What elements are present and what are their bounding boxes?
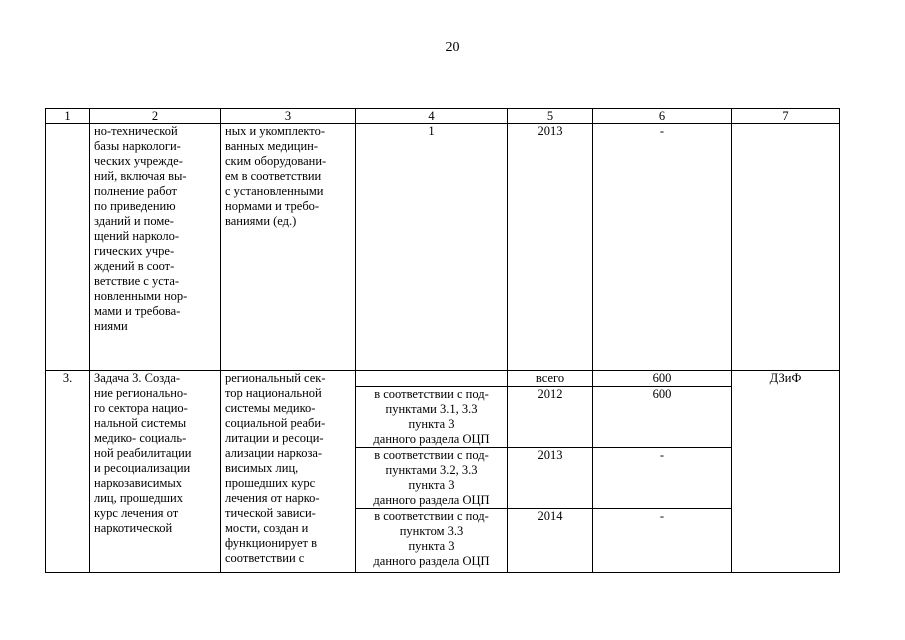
text-line: с установленными	[225, 184, 324, 198]
column-header: 3	[221, 109, 356, 124]
indicator-text-lines	[225, 371, 351, 566]
cell-number: 3.	[46, 371, 90, 573]
text-line: полнение работ	[94, 184, 178, 198]
cell-basis	[356, 387, 508, 448]
cell-amount: 600	[593, 387, 732, 448]
column-header: 1	[46, 109, 90, 124]
text-line: базы наркологи-	[94, 139, 181, 153]
text-line: зданий и поме-	[94, 214, 174, 228]
task-text-lines	[94, 371, 216, 536]
cell-year: 2013	[508, 124, 593, 371]
text-line: мами и требова-	[94, 304, 181, 318]
text-line: ализации наркоза-	[225, 446, 323, 460]
task-text-lines	[94, 124, 216, 334]
text-line: медико- социаль-	[94, 431, 187, 445]
text-line: данного раздела ОЦП	[373, 493, 490, 507]
program-table	[45, 108, 840, 573]
text-line: ским оборудовани-	[225, 154, 327, 168]
cell-amount: -	[593, 124, 732, 371]
text-line: прошедших курс	[225, 476, 316, 490]
cell-basis	[356, 448, 508, 509]
cell-year: 2012	[508, 387, 593, 448]
cell-total-amount: 600	[593, 371, 732, 387]
text-line: тической зависи-	[225, 506, 316, 520]
basis-text-lines	[360, 448, 503, 508]
text-line: ем в соответствии	[225, 169, 322, 183]
text-line: пункта 3	[408, 478, 455, 492]
cell-task-text	[90, 124, 221, 371]
text-line: наркотической	[94, 521, 173, 535]
text-line: пункта 3	[408, 539, 455, 553]
text-line: в соответствии с под-	[374, 509, 489, 523]
cell-basis	[356, 509, 508, 573]
text-line: Задача 3. Созда-	[94, 371, 181, 385]
text-line: социальной реаби-	[225, 416, 326, 430]
text-line: ческих учрежде-	[94, 154, 183, 168]
text-line: новленными нор-	[94, 289, 188, 303]
text-line: функционирует в	[225, 536, 318, 550]
header-row	[46, 109, 840, 124]
cell-executor: ДЗиФ	[732, 371, 840, 573]
text-line: гических учре-	[94, 244, 175, 258]
cell-indicator-text	[221, 371, 356, 573]
cell-executor	[732, 124, 840, 371]
cell-amount: -	[593, 448, 732, 509]
text-line: литации и ресоци-	[225, 431, 324, 445]
text-line: системы медико-	[225, 401, 316, 415]
text-line: в соответствии с под-	[374, 448, 489, 462]
text-line: ждений в соот-	[94, 259, 175, 273]
cell-indicator-text	[221, 124, 356, 371]
text-line: го сектора нацио-	[94, 401, 188, 415]
column-header: 6	[593, 109, 732, 124]
text-line: пунктами 3.2, 3.3	[385, 463, 478, 477]
text-line: пунктами 3.1, 3.3	[385, 402, 478, 416]
cell-value: 1	[356, 124, 508, 371]
text-line: но-технической	[94, 124, 178, 138]
cell-task-text	[90, 371, 221, 573]
cell-total-label: всего	[508, 371, 593, 387]
table-row-continuation	[46, 124, 840, 371]
text-line: и ресоциализации	[94, 461, 191, 475]
cell-number	[46, 124, 90, 371]
text-line: данного раздела ОЦП	[373, 432, 490, 446]
indicator-text-lines	[225, 124, 351, 229]
text-line: по приведению	[94, 199, 176, 213]
column-header: 5	[508, 109, 593, 124]
text-line: лечения от нарко-	[225, 491, 320, 505]
page-number: 20	[445, 40, 460, 55]
text-line: ной реабилитации	[94, 446, 192, 460]
text-line: наркозависимых	[94, 476, 183, 490]
text-line: в соответствии с под-	[374, 387, 489, 401]
text-line: данного раздела ОЦП	[373, 554, 490, 568]
cell-amount: -	[593, 509, 732, 573]
text-line: региональный сек-	[225, 371, 326, 385]
cell-year: 2014	[508, 509, 593, 573]
text-line: ний, включая вы-	[94, 169, 187, 183]
basis-text-lines	[360, 509, 503, 569]
text-line: лиц, прошедших	[94, 491, 183, 505]
text-line: висимых лиц,	[225, 461, 299, 475]
text-line: нормами и требо-	[225, 199, 320, 213]
text-line: курс лечения от	[94, 506, 179, 520]
basis-text-lines	[360, 387, 503, 447]
text-line: пунктом 3.3	[399, 524, 464, 538]
column-header: 2	[90, 109, 221, 124]
text-line: ваниями (ед.)	[225, 214, 297, 228]
column-header: 4	[356, 109, 508, 124]
column-header: 7	[732, 109, 840, 124]
text-line: ных и укомплекто-	[225, 124, 325, 138]
text-line: ние регионально-	[94, 386, 188, 400]
text-line: мости, создан и	[225, 521, 309, 535]
text-line: ветствие с уста-	[94, 274, 180, 288]
text-line: соответствии с	[225, 551, 305, 565]
text-line: щений нарколо-	[94, 229, 180, 243]
text-line: пункта 3	[408, 417, 455, 431]
table-row-task3-total	[46, 371, 840, 387]
cell-blank	[356, 371, 508, 387]
text-line: тор национальной	[225, 386, 322, 400]
text-line: ванных медицин-	[225, 139, 319, 153]
cell-year: 2013	[508, 448, 593, 509]
text-line: ниями	[94, 319, 128, 333]
text-line: нальной системы	[94, 416, 187, 430]
